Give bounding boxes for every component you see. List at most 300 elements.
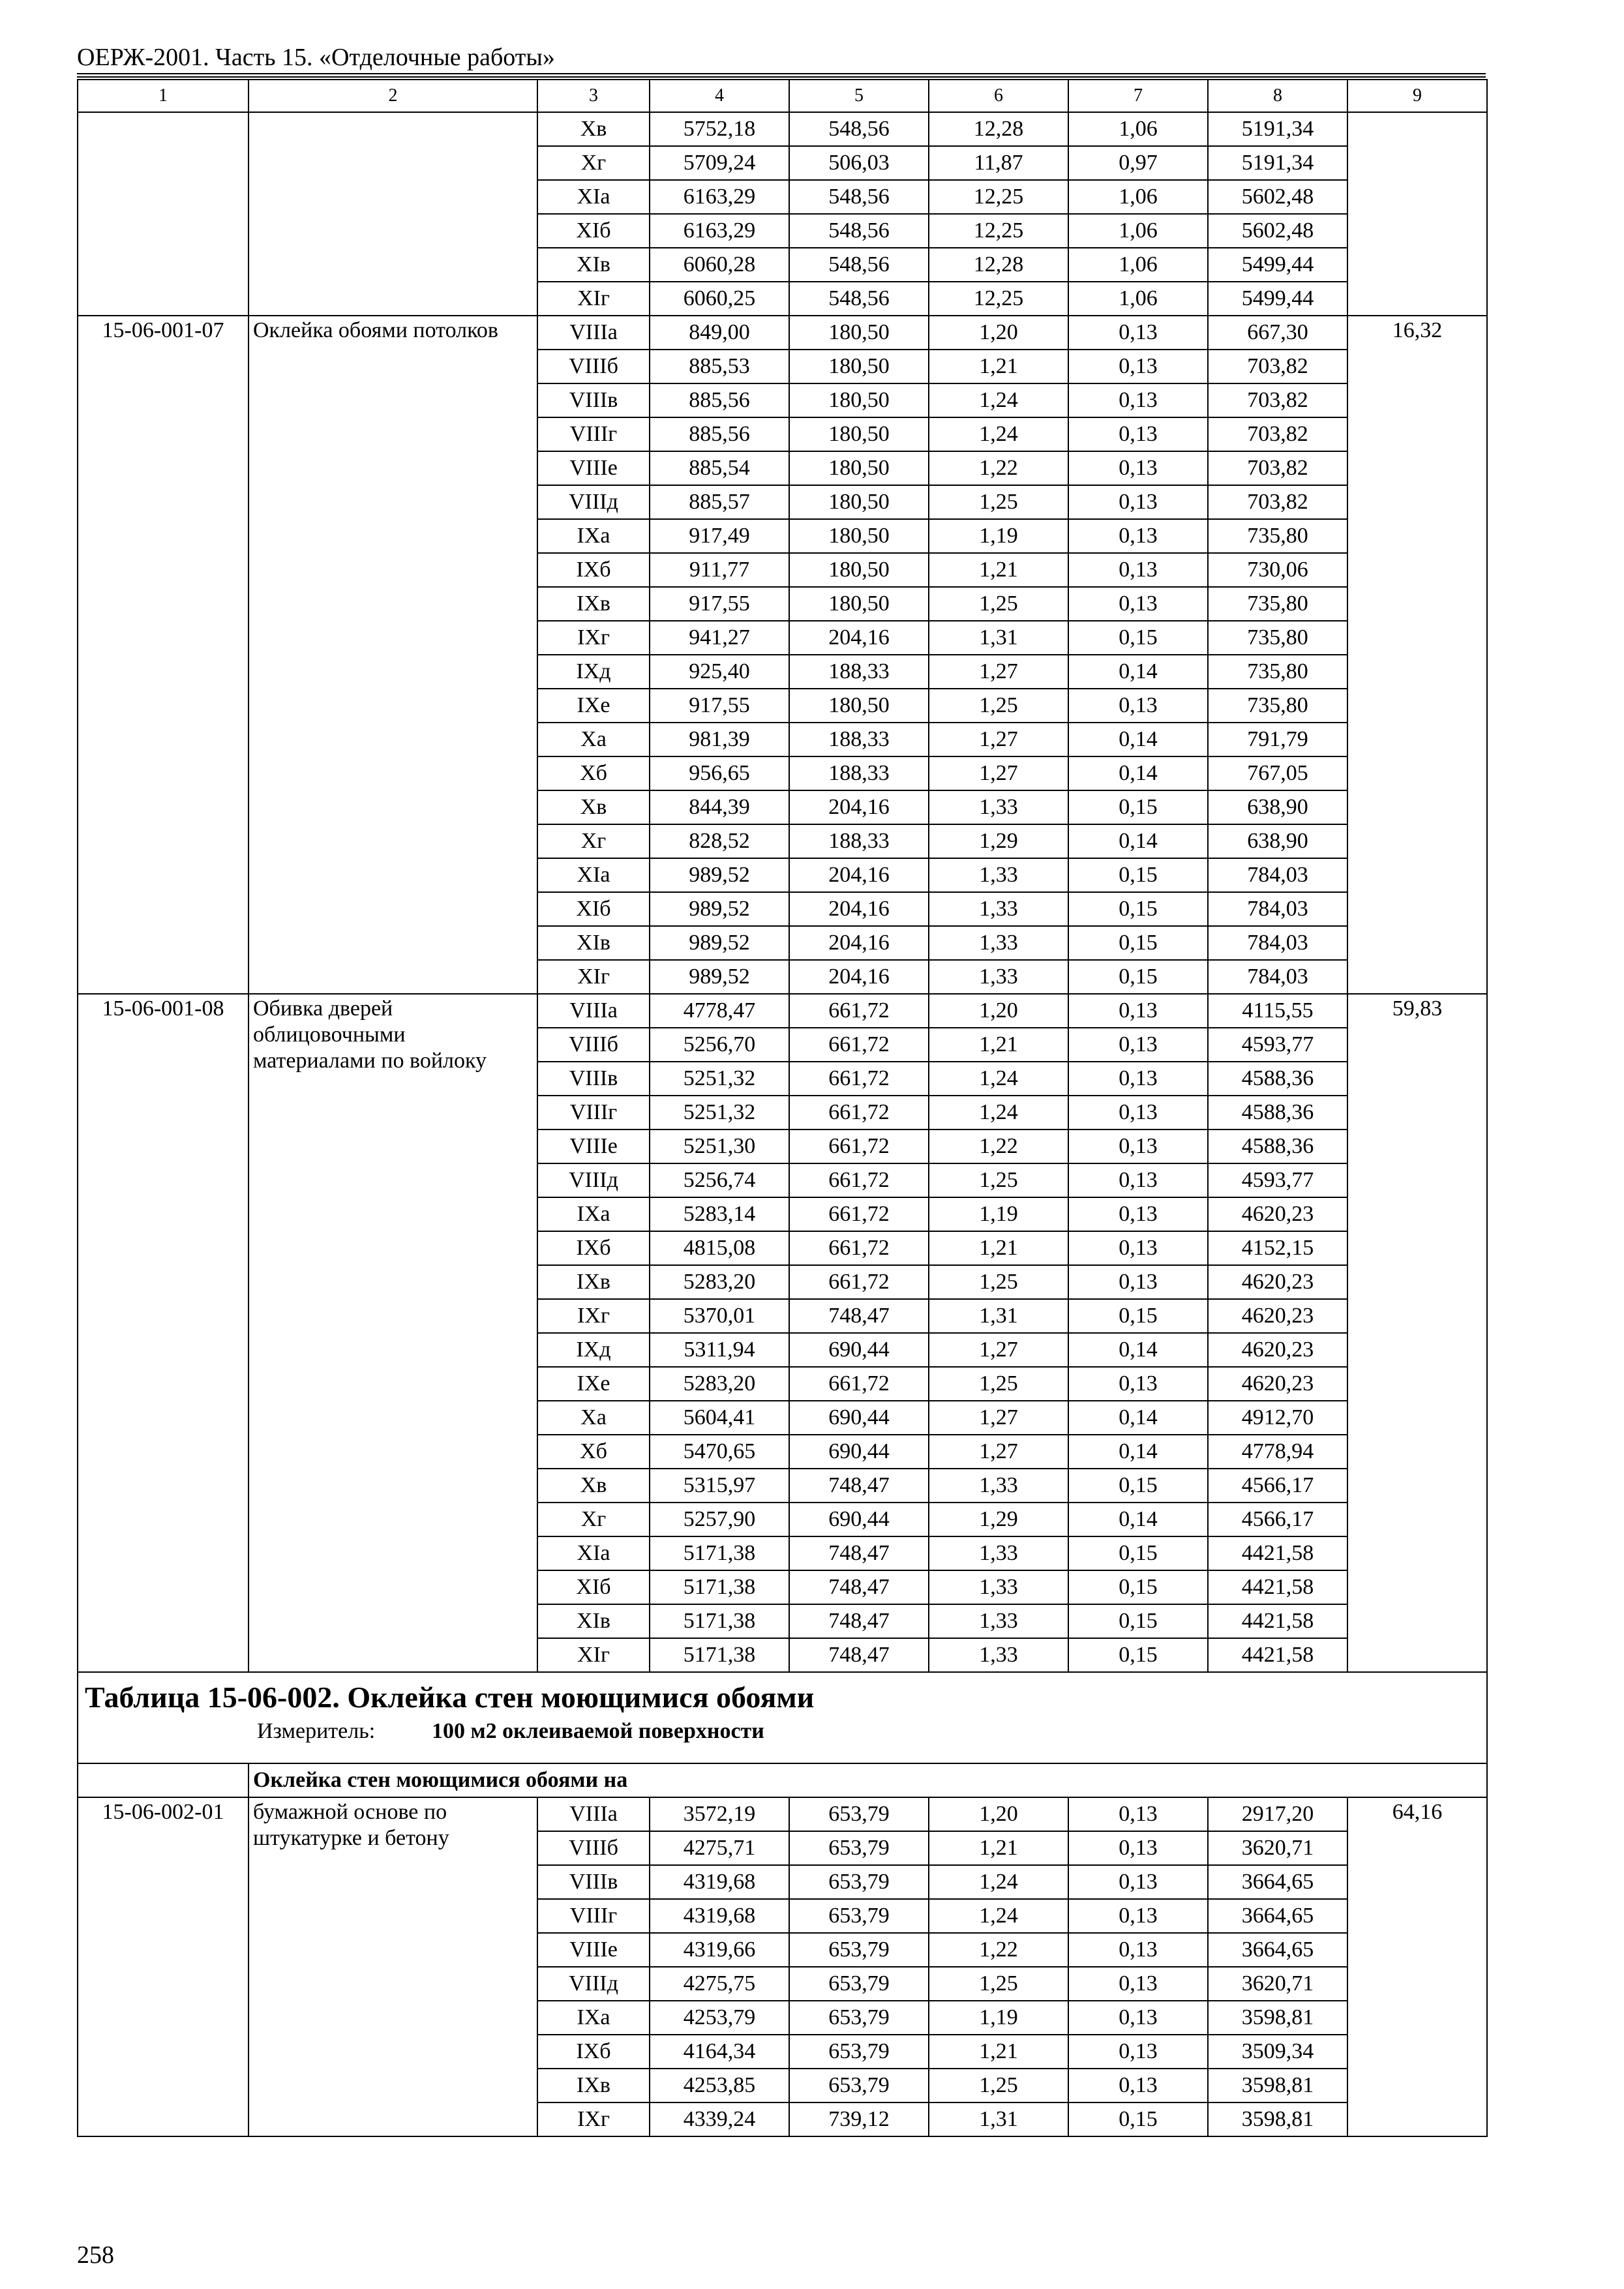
- direct-cost-cell: 5283,20: [650, 1367, 789, 1401]
- materials-cell: 4620,23: [1208, 1265, 1347, 1299]
- machine-operation-cell: 1,20: [929, 1797, 1068, 1831]
- region-cell: VIIIд: [537, 1967, 650, 2001]
- wages-cell: 661,72: [789, 1130, 929, 1163]
- direct-cost-cell: 849,00: [650, 316, 789, 350]
- direct-cost-cell: 989,52: [650, 960, 789, 994]
- machine-operation-cell: 1,22: [929, 1130, 1068, 1163]
- machine-operation-cell: 1,21: [929, 1231, 1068, 1265]
- machine-operation-cell: 12,25: [929, 282, 1068, 316]
- materials-cell: 5602,48: [1208, 214, 1347, 248]
- materials-cell: 735,80: [1208, 621, 1347, 655]
- region-cell: IХг: [537, 621, 650, 655]
- table-row: [78, 112, 1487, 146]
- machinists-wages-cell: 1,06: [1068, 112, 1208, 146]
- column-number: 6: [929, 80, 1068, 112]
- direct-cost-cell: 4815,08: [650, 1231, 789, 1265]
- machinists-wages-cell: 0,14: [1068, 1401, 1208, 1435]
- table-row: [78, 994, 1487, 1028]
- labor-cost-cell: [1347, 112, 1487, 316]
- wages-cell: 653,79: [789, 1933, 929, 1967]
- region-cell: Хв: [537, 790, 650, 824]
- machine-operation-cell: 1,33: [929, 1638, 1068, 1672]
- machinists-wages-cell: 0,13: [1068, 383, 1208, 417]
- header-rule: [77, 73, 1486, 74]
- direct-cost-cell: 4319,68: [650, 1899, 789, 1933]
- materials-cell: 4588,36: [1208, 1062, 1347, 1096]
- machine-operation-cell: 1,25: [929, 587, 1068, 621]
- materials-cell: 667,30: [1208, 316, 1347, 350]
- materials-cell: 4588,36: [1208, 1130, 1347, 1163]
- materials-cell: 784,03: [1208, 858, 1347, 892]
- materials-cell: 703,82: [1208, 451, 1347, 485]
- wages-cell: 690,44: [789, 1503, 929, 1536]
- wages-cell: 548,56: [789, 282, 929, 316]
- direct-cost-cell: 4275,71: [650, 1831, 789, 1865]
- direct-cost-cell: 5251,30: [650, 1130, 789, 1163]
- machinists-wages-cell: 0,15: [1068, 2102, 1208, 2136]
- work-name-cell: Обивка дверей облицовочными материалами по войлоку: [248, 994, 537, 1672]
- materials-cell: 3598,81: [1208, 2001, 1347, 2035]
- machinists-wages-cell: 0,13: [1068, 316, 1208, 350]
- wages-cell: 653,79: [789, 2069, 929, 2102]
- column-number: 8: [1208, 80, 1347, 112]
- materials-cell: 5191,34: [1208, 112, 1347, 146]
- wages-cell: 204,16: [789, 858, 929, 892]
- direct-cost-cell: 885,53: [650, 350, 789, 383]
- machine-operation-cell: 1,25: [929, 1367, 1068, 1401]
- region-cell: VIIIв: [537, 1865, 650, 1899]
- region-cell: VIIIг: [537, 417, 650, 451]
- machinists-wages-cell: 0,13: [1068, 1096, 1208, 1130]
- machinists-wages-cell: 0,13: [1068, 994, 1208, 1028]
- direct-cost-cell: 4275,75: [650, 1967, 789, 2001]
- subheading-cell: Оклейка стен моющимися обоями на: [248, 1763, 1487, 1797]
- machine-operation-cell: 1,27: [929, 1435, 1068, 1469]
- machinists-wages-cell: 0,15: [1068, 1469, 1208, 1503]
- norm-code-cell: 15-06-001-08: [78, 994, 248, 1672]
- wages-cell: 180,50: [789, 316, 929, 350]
- machine-operation-cell: 1,24: [929, 417, 1068, 451]
- empty-cell: [78, 1763, 248, 1797]
- materials-cell: 4152,15: [1208, 1231, 1347, 1265]
- machine-operation-cell: 1,20: [929, 316, 1068, 350]
- machinists-wages-cell: 1,06: [1068, 180, 1208, 214]
- direct-cost-cell: 828,52: [650, 824, 789, 858]
- machine-operation-cell: 1,25: [929, 1163, 1068, 1197]
- page-number: 258: [77, 2241, 114, 2269]
- machinists-wages-cell: 0,13: [1068, 1865, 1208, 1899]
- region-cell: IХд: [537, 1333, 650, 1367]
- materials-cell: 4620,23: [1208, 1333, 1347, 1367]
- direct-cost-cell: 6163,29: [650, 214, 789, 248]
- work-name-cell: [248, 112, 537, 316]
- machine-operation-cell: 1,21: [929, 2035, 1068, 2069]
- region-cell: IХа: [537, 2001, 650, 2035]
- wages-cell: 661,72: [789, 1231, 929, 1265]
- region-cell: ХIа: [537, 858, 650, 892]
- machinists-wages-cell: 0,15: [1068, 1299, 1208, 1333]
- wages-cell: 661,72: [789, 994, 929, 1028]
- direct-cost-cell: 4339,24: [650, 2102, 789, 2136]
- machinists-wages-cell: 0,15: [1068, 858, 1208, 892]
- region-cell: IХг: [537, 2102, 650, 2136]
- region-cell: ХIг: [537, 282, 650, 316]
- direct-cost-cell: 6163,29: [650, 180, 789, 214]
- wages-cell: 548,56: [789, 112, 929, 146]
- region-cell: Хб: [537, 1435, 650, 1469]
- region-cell: Хг: [537, 824, 650, 858]
- machinists-wages-cell: 0,14: [1068, 1503, 1208, 1536]
- machinists-wages-cell: 0,14: [1068, 1333, 1208, 1367]
- machine-operation-cell: 1,24: [929, 1062, 1068, 1096]
- machinists-wages-cell: 0,15: [1068, 1570, 1208, 1604]
- direct-cost-cell: 917,55: [650, 587, 789, 621]
- region-cell: ХIб: [537, 1570, 650, 1604]
- region-cell: IХв: [537, 1265, 650, 1299]
- direct-cost-cell: 4778,47: [650, 994, 789, 1028]
- region-cell: VIIIе: [537, 1130, 650, 1163]
- machine-operation-cell: 1,27: [929, 756, 1068, 790]
- region-cell: IХб: [537, 2035, 650, 2069]
- region-cell: IХе: [537, 689, 650, 723]
- machine-operation-cell: 1,24: [929, 1865, 1068, 1899]
- direct-cost-cell: 917,49: [650, 519, 789, 553]
- materials-cell: 3664,65: [1208, 1899, 1347, 1933]
- machinists-wages-cell: 0,13: [1068, 1231, 1208, 1265]
- materials-cell: 638,90: [1208, 824, 1347, 858]
- materials-cell: 767,05: [1208, 756, 1347, 790]
- region-cell: ХIб: [537, 892, 650, 926]
- wages-cell: 748,47: [789, 1604, 929, 1638]
- region-cell: ХIб: [537, 214, 650, 248]
- wages-cell: 690,44: [789, 1401, 929, 1435]
- machine-operation-cell: 1,24: [929, 1899, 1068, 1933]
- machinists-wages-cell: 0,13: [1068, 1130, 1208, 1163]
- direct-cost-cell: 5315,97: [650, 1469, 789, 1503]
- machinists-wages-cell: 0,15: [1068, 790, 1208, 824]
- materials-cell: 3620,71: [1208, 1967, 1347, 2001]
- direct-cost-cell: 5257,90: [650, 1503, 789, 1536]
- region-cell: ХIв: [537, 248, 650, 282]
- wages-cell: 180,50: [789, 383, 929, 417]
- direct-cost-cell: 989,52: [650, 892, 789, 926]
- machinists-wages-cell: 0,13: [1068, 2035, 1208, 2069]
- machine-operation-cell: 1,29: [929, 1503, 1068, 1536]
- region-cell: IХа: [537, 519, 650, 553]
- machinists-wages-cell: 0,15: [1068, 1638, 1208, 1672]
- page-header-title: ОЕРЖ-2001. Часть 15. «Отделочные работы»: [77, 44, 555, 71]
- direct-cost-cell: 941,27: [650, 621, 789, 655]
- wages-cell: 180,50: [789, 485, 929, 519]
- materials-cell: 784,03: [1208, 960, 1347, 994]
- region-cell: Хг: [537, 146, 650, 180]
- section-heading-row: [78, 1672, 1487, 1763]
- machine-operation-cell: 12,28: [929, 248, 1068, 282]
- machinists-wages-cell: 0,15: [1068, 1536, 1208, 1570]
- direct-cost-cell: 6060,25: [650, 282, 789, 316]
- direct-cost-cell: 5171,38: [650, 1570, 789, 1604]
- direct-cost-cell: 981,39: [650, 723, 789, 756]
- region-cell: Ха: [537, 723, 650, 756]
- materials-cell: 3664,65: [1208, 1933, 1347, 1967]
- machine-operation-cell: 1,25: [929, 485, 1068, 519]
- machinists-wages-cell: 0,13: [1068, 1367, 1208, 1401]
- machinists-wages-cell: 0,13: [1068, 519, 1208, 553]
- machine-operation-cell: 1,24: [929, 383, 1068, 417]
- direct-cost-cell: 4319,68: [650, 1865, 789, 1899]
- machinists-wages-cell: 0,13: [1068, 553, 1208, 587]
- machinists-wages-cell: 0,14: [1068, 756, 1208, 790]
- materials-cell: 4421,58: [1208, 1638, 1347, 1672]
- materials-cell: 3664,65: [1208, 1865, 1347, 1899]
- region-cell: VIIIа: [537, 1797, 650, 1831]
- direct-cost-cell: 5171,38: [650, 1638, 789, 1672]
- wages-cell: 661,72: [789, 1096, 929, 1130]
- direct-cost-cell: 5311,94: [650, 1333, 789, 1367]
- direct-cost-cell: 5256,74: [650, 1163, 789, 1197]
- wages-cell: 204,16: [789, 790, 929, 824]
- machine-operation-cell: 1,27: [929, 1333, 1068, 1367]
- machine-operation-cell: 1,33: [929, 858, 1068, 892]
- wages-cell: 661,72: [789, 1367, 929, 1401]
- machine-operation-cell: 1,21: [929, 1831, 1068, 1865]
- region-cell: IХд: [537, 655, 650, 689]
- machinists-wages-cell: 0,13: [1068, 1899, 1208, 1933]
- materials-cell: 4566,17: [1208, 1469, 1347, 1503]
- materials-cell: 3509,34: [1208, 2035, 1347, 2069]
- rates-table: [77, 79, 1488, 2137]
- machinists-wages-cell: 0,13: [1068, 1265, 1208, 1299]
- machinists-wages-cell: 0,13: [1068, 1831, 1208, 1865]
- wages-cell: 653,79: [789, 1967, 929, 2001]
- table-row: [78, 1797, 1487, 1831]
- wages-cell: 180,50: [789, 689, 929, 723]
- wages-cell: 690,44: [789, 1435, 929, 1469]
- materials-cell: 4620,23: [1208, 1367, 1347, 1401]
- wages-cell: 506,03: [789, 146, 929, 180]
- machine-operation-cell: 1,33: [929, 1536, 1068, 1570]
- wages-cell: 180,50: [789, 553, 929, 587]
- machine-operation-cell: 1,21: [929, 1028, 1068, 1062]
- machinists-wages-cell: 0,14: [1068, 824, 1208, 858]
- column-number: 1: [78, 80, 248, 112]
- region-cell: VIIIа: [537, 994, 650, 1028]
- wages-cell: 739,12: [789, 2102, 929, 2136]
- machine-operation-cell: 1,31: [929, 621, 1068, 655]
- wages-cell: 180,50: [789, 350, 929, 383]
- direct-cost-cell: 5470,65: [650, 1435, 789, 1469]
- direct-cost-cell: 989,52: [650, 858, 789, 892]
- machinists-wages-cell: 0,14: [1068, 1435, 1208, 1469]
- region-cell: Ха: [537, 1401, 650, 1435]
- wages-cell: 661,72: [789, 1265, 929, 1299]
- wages-cell: 204,16: [789, 926, 929, 960]
- materials-cell: 4778,94: [1208, 1435, 1347, 1469]
- column-number: 7: [1068, 80, 1208, 112]
- machine-operation-cell: 1,33: [929, 1570, 1068, 1604]
- direct-cost-cell: 844,39: [650, 790, 789, 824]
- materials-cell: 4588,36: [1208, 1096, 1347, 1130]
- wages-cell: 653,79: [789, 1831, 929, 1865]
- machine-operation-cell: 1,24: [929, 1096, 1068, 1130]
- labor-cost-cell: 16,32: [1347, 316, 1487, 994]
- materials-cell: 4912,70: [1208, 1401, 1347, 1435]
- region-cell: IХе: [537, 1367, 650, 1401]
- machinists-wages-cell: 0,15: [1068, 621, 1208, 655]
- wages-cell: 653,79: [789, 1865, 929, 1899]
- machine-operation-cell: 1,19: [929, 2001, 1068, 2035]
- measure-value: 100 м2 оклеиваемой поверхности: [432, 1719, 764, 1743]
- machine-operation-cell: 1,21: [929, 350, 1068, 383]
- machine-operation-cell: 1,29: [929, 824, 1068, 858]
- region-cell: VIIIб: [537, 350, 650, 383]
- machine-operation-cell: 1,25: [929, 2069, 1068, 2102]
- materials-cell: 2917,20: [1208, 1797, 1347, 1831]
- machinists-wages-cell: 0,13: [1068, 587, 1208, 621]
- wages-cell: 748,47: [789, 1469, 929, 1503]
- machine-operation-cell: 1,31: [929, 2102, 1068, 2136]
- region-cell: VIIIв: [537, 1062, 650, 1096]
- section-heading-cell: [78, 1672, 1487, 1763]
- materials-cell: 784,03: [1208, 892, 1347, 926]
- direct-cost-cell: 5283,14: [650, 1197, 789, 1231]
- machinists-wages-cell: 0,13: [1068, 1967, 1208, 2001]
- direct-cost-cell: 885,56: [650, 417, 789, 451]
- region-cell: Хв: [537, 112, 650, 146]
- direct-cost-cell: 4164,34: [650, 2035, 789, 2069]
- direct-cost-cell: 911,77: [650, 553, 789, 587]
- region-cell: IХа: [537, 1197, 650, 1231]
- region-cell: IХв: [537, 587, 650, 621]
- direct-cost-cell: 885,57: [650, 485, 789, 519]
- direct-cost-cell: 5171,38: [650, 1536, 789, 1570]
- direct-cost-cell: 5709,24: [650, 146, 789, 180]
- machinists-wages-cell: 0,13: [1068, 689, 1208, 723]
- direct-cost-cell: 5171,38: [650, 1604, 789, 1638]
- column-number: 2: [248, 80, 537, 112]
- machine-operation-cell: 1,22: [929, 1933, 1068, 1967]
- machine-operation-cell: 1,31: [929, 1299, 1068, 1333]
- region-cell: Хб: [537, 756, 650, 790]
- machine-operation-cell: 12,25: [929, 214, 1068, 248]
- machine-operation-cell: 1,27: [929, 655, 1068, 689]
- direct-cost-cell: 4253,85: [650, 2069, 789, 2102]
- machine-operation-cell: 1,33: [929, 960, 1068, 994]
- wages-cell: 204,16: [789, 960, 929, 994]
- region-cell: VIIIб: [537, 1831, 650, 1865]
- materials-cell: 4593,77: [1208, 1028, 1347, 1062]
- materials-cell: 730,06: [1208, 553, 1347, 587]
- materials-cell: 4115,55: [1208, 994, 1347, 1028]
- materials-cell: 735,80: [1208, 689, 1347, 723]
- materials-cell: 4421,58: [1208, 1536, 1347, 1570]
- wages-cell: 188,33: [789, 723, 929, 756]
- region-cell: VIIIб: [537, 1028, 650, 1062]
- direct-cost-cell: 956,65: [650, 756, 789, 790]
- region-cell: ХIг: [537, 960, 650, 994]
- machinists-wages-cell: 0,13: [1068, 1028, 1208, 1062]
- wages-cell: 661,72: [789, 1163, 929, 1197]
- wages-cell: 661,72: [789, 1062, 929, 1096]
- materials-cell: 784,03: [1208, 926, 1347, 960]
- machine-operation-cell: 1,25: [929, 1265, 1068, 1299]
- machine-operation-cell: 1,33: [929, 892, 1068, 926]
- machine-operation-cell: 1,19: [929, 519, 1068, 553]
- wages-cell: 661,72: [789, 1028, 929, 1062]
- materials-cell: 4421,58: [1208, 1604, 1347, 1638]
- materials-cell: 791,79: [1208, 723, 1347, 756]
- direct-cost-cell: 925,40: [650, 655, 789, 689]
- machinists-wages-cell: 0,13: [1068, 2001, 1208, 2035]
- machinists-wages-cell: 0,15: [1068, 892, 1208, 926]
- region-cell: Хв: [537, 1469, 650, 1503]
- direct-cost-cell: 5251,32: [650, 1096, 789, 1130]
- materials-cell: 3598,81: [1208, 2102, 1347, 2136]
- section-title: Таблица 15-06-002. Оклейка стен моющимися обоями: [85, 1681, 815, 1714]
- region-cell: ХIг: [537, 1638, 650, 1672]
- region-cell: VIIIе: [537, 451, 650, 485]
- machinists-wages-cell: 0,13: [1068, 1797, 1208, 1831]
- materials-cell: 5602,48: [1208, 180, 1347, 214]
- wages-cell: 180,50: [789, 587, 929, 621]
- wages-cell: 188,33: [789, 655, 929, 689]
- machinists-wages-cell: 0,13: [1068, 1933, 1208, 1967]
- column-number-row: [78, 80, 1487, 112]
- materials-cell: 703,82: [1208, 417, 1347, 451]
- machinists-wages-cell: 0,15: [1068, 1604, 1208, 1638]
- machinists-wages-cell: 0,13: [1068, 1163, 1208, 1197]
- machinists-wages-cell: 0,15: [1068, 960, 1208, 994]
- machine-operation-cell: 1,25: [929, 689, 1068, 723]
- direct-cost-cell: 989,52: [650, 926, 789, 960]
- wages-cell: 748,47: [789, 1570, 929, 1604]
- wages-cell: 748,47: [789, 1536, 929, 1570]
- column-number: 4: [650, 80, 789, 112]
- region-cell: Хг: [537, 1503, 650, 1536]
- machinists-wages-cell: 1,06: [1068, 248, 1208, 282]
- labor-cost-cell: 64,16: [1347, 1797, 1487, 2136]
- materials-cell: 5191,34: [1208, 146, 1347, 180]
- region-cell: VIIIд: [537, 1163, 650, 1197]
- direct-cost-cell: 6060,28: [650, 248, 789, 282]
- region-cell: IХг: [537, 1299, 650, 1333]
- direct-cost-cell: 885,54: [650, 451, 789, 485]
- machinists-wages-cell: 0,14: [1068, 655, 1208, 689]
- table-row: [78, 316, 1487, 350]
- machine-operation-cell: 1,22: [929, 451, 1068, 485]
- region-cell: VIIIа: [537, 316, 650, 350]
- materials-cell: 5499,44: [1208, 282, 1347, 316]
- work-name-cell: бумажной основе по штукатурке и бетону: [248, 1797, 537, 2136]
- materials-cell: 4593,77: [1208, 1163, 1347, 1197]
- wages-cell: 653,79: [789, 2035, 929, 2069]
- column-number: 3: [537, 80, 650, 112]
- column-number: 5: [789, 80, 929, 112]
- machine-operation-cell: 1,33: [929, 1469, 1068, 1503]
- machine-operation-cell: 12,28: [929, 112, 1068, 146]
- labor-cost-cell: 59,83: [1347, 994, 1487, 1672]
- materials-cell: 703,82: [1208, 485, 1347, 519]
- wages-cell: 653,79: [789, 1899, 929, 1933]
- direct-cost-cell: 4253,79: [650, 2001, 789, 2035]
- wages-cell: 748,47: [789, 1299, 929, 1333]
- region-cell: ХIа: [537, 180, 650, 214]
- machine-operation-cell: 1,19: [929, 1197, 1068, 1231]
- machinists-wages-cell: 0,13: [1068, 2069, 1208, 2102]
- region-cell: ХIв: [537, 926, 650, 960]
- machinists-wages-cell: 1,06: [1068, 282, 1208, 316]
- direct-cost-cell: 4319,66: [650, 1933, 789, 1967]
